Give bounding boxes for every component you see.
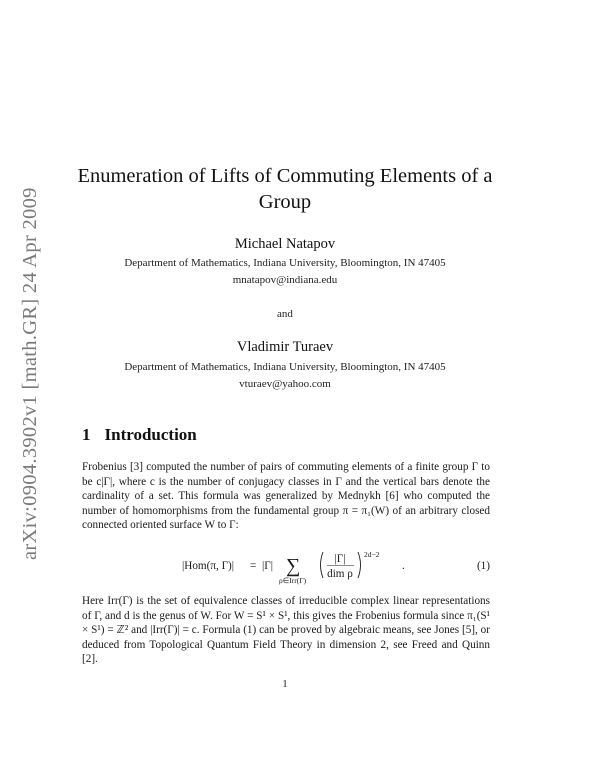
left-paren — [321, 552, 324, 578]
equation-exponent: 2d−2 — [364, 550, 380, 559]
author-email-1: mnatapov@indiana.edu — [232, 274, 338, 286]
equation-end-punct: . — [402, 560, 405, 572]
fraction-numerator: |Γ| — [334, 553, 346, 565]
right-paren — [358, 552, 361, 578]
equation-1 — [82, 548, 490, 588]
equation-formula — [182, 548, 432, 588]
equation-factor: |Γ| — [262, 560, 273, 572]
author-email-2: vturaev@yahoo.com — [239, 378, 331, 390]
equation-lhs: |Hom(π, Γ)| — [182, 560, 235, 572]
author-name-1: Michael Natapov — [234, 236, 336, 252]
page-number: 1 — [282, 678, 288, 690]
section-heading — [82, 425, 197, 445]
section-number: 1 — [82, 425, 91, 444]
author-name-2: Vladimir Turaev — [236, 339, 334, 355]
section-title: Introduction — [104, 425, 197, 444]
author-separator: and — [277, 308, 293, 320]
paper-title: Enumeration of Lifts of Commuting Elements of a Group — [77, 165, 493, 213]
sum-symbol: ∑ — [286, 555, 301, 577]
intro-paragraph-2: Here Irr(Γ) is the set of equivalence classes of irreducible complex linear representations of Γ, and d is the genus of W. For W = S¹ × S¹, this gives the Frobenius formula since π₁(S¹ × S¹) = ℤ² and |Irr(Γ)| = c. Formula (1) can be proved by algebraic means, see Jones [5], or deduced from Topological Quantum Field Theory in dimension 2, see Freed and Quinn [2]. — [82, 595, 490, 666]
equation-label: (1) — [476, 560, 490, 572]
author-affiliation-2: Department of Mathematics, Indiana University, Bloomington, IN 47405 — [124, 361, 446, 373]
intro-paragraph-1: Frobenius [3] computed the number of pairs of commuting elements of a finite group Γ to be c|Γ|, where c is the number of conjugacy classes in Γ and the vertical bars denote the cardinality of a set. This formula was generalized by Mednykh [6] who computed the number of homomorphisms from the fundamental group π = π₁(W) of an arbitrary closed connected oriented surface W to Γ: — [82, 461, 490, 532]
author-affiliation-1: Department of Mathematics, Indiana University, Bloomington, IN 47405 — [124, 257, 446, 269]
fraction-denominator: dim ρ — [327, 568, 353, 580]
sum-index: ρ∈Irr(Γ) — [279, 576, 307, 585]
arxiv-identifier-stamp: arXiv:0904.3902v1 [math.GR] 24 Apr 2009 — [19, 187, 41, 560]
equation-equals: = — [250, 560, 257, 572]
